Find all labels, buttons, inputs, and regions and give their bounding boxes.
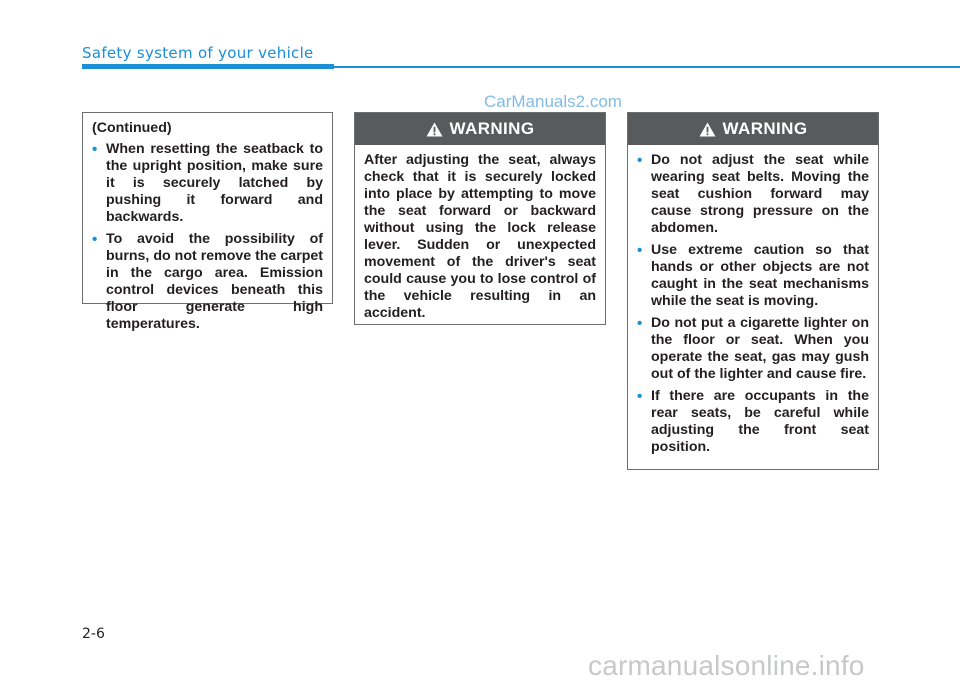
warning-triangle-icon [426,122,443,137]
header-rule-thin [334,66,960,68]
section-title: Safety system of your vehicle [82,44,314,62]
continued-box [82,112,333,332]
bullet-dot-icon: • [92,141,98,158]
warning-box-seat-adjust [627,112,879,470]
bullet-dot-icon: • [637,152,643,169]
list-item [637,388,869,456]
bullet-dot-icon: • [92,231,98,248]
warning-body [628,145,878,469]
warning-title: WARNING [722,119,808,138]
list-item [637,242,869,310]
bullet-dot-icon: • [637,315,643,332]
bullet-text: To avoid the possibility of burns, do not remove the carpet in the cargo area. Emission control devices beneath this floor generate high temperatures. [106,231,323,332]
warning-bullet-list [637,152,869,456]
bullet-dot-icon: • [637,388,643,405]
warning-text: After adjusting the seat, always check that it is securely locked into place by attempting to move the seat forward or backward without using the lock release lever. Sudden or unexpected movement of the driver's seat could cause you to lose control of the vehicle resulting in an accident. [364,152,596,321]
bullet-text: Do not adjust the seat while wearing seat belts. Moving the seat cushion forward may cause strong pressure on the abdomen. [651,152,869,236]
bullet-text: If there are occupants in the rear seats, be careful while adjusting the front seat position. [651,388,869,455]
page-number: 2-6 [82,626,105,642]
watermark-bottom: carmanualsonline.info [588,650,865,681]
bullet-text: When resetting the seatback to the upright position, make sure it is securely latched by pushing it forward and backwards. [106,141,323,225]
warning-header [628,113,878,145]
warning-triangle-icon [699,122,716,137]
warning-box-seat-lock [354,112,606,325]
bullet-text: Do not put a cigarette lighter on the floor or seat. When you operate the seat, gas may gush out of the lighter and cause fire. [651,315,869,382]
list-item [92,231,323,333]
list-item [92,141,323,226]
list-item [637,152,869,237]
header-rule-thick [82,64,334,69]
warning-body [355,145,605,330]
continued-bullet-list [92,141,323,333]
warning-title: WARNING [449,119,535,138]
bullet-text: Use extreme caution so that hands or other objects are not caught in the seat mechanisms while the seat is moving. [651,242,869,309]
watermark-top: CarManuals2.com [484,92,622,111]
continued-label: (Continued) [92,120,172,136]
list-item [637,315,869,383]
bullet-dot-icon: • [637,242,643,259]
warning-header [355,113,605,145]
